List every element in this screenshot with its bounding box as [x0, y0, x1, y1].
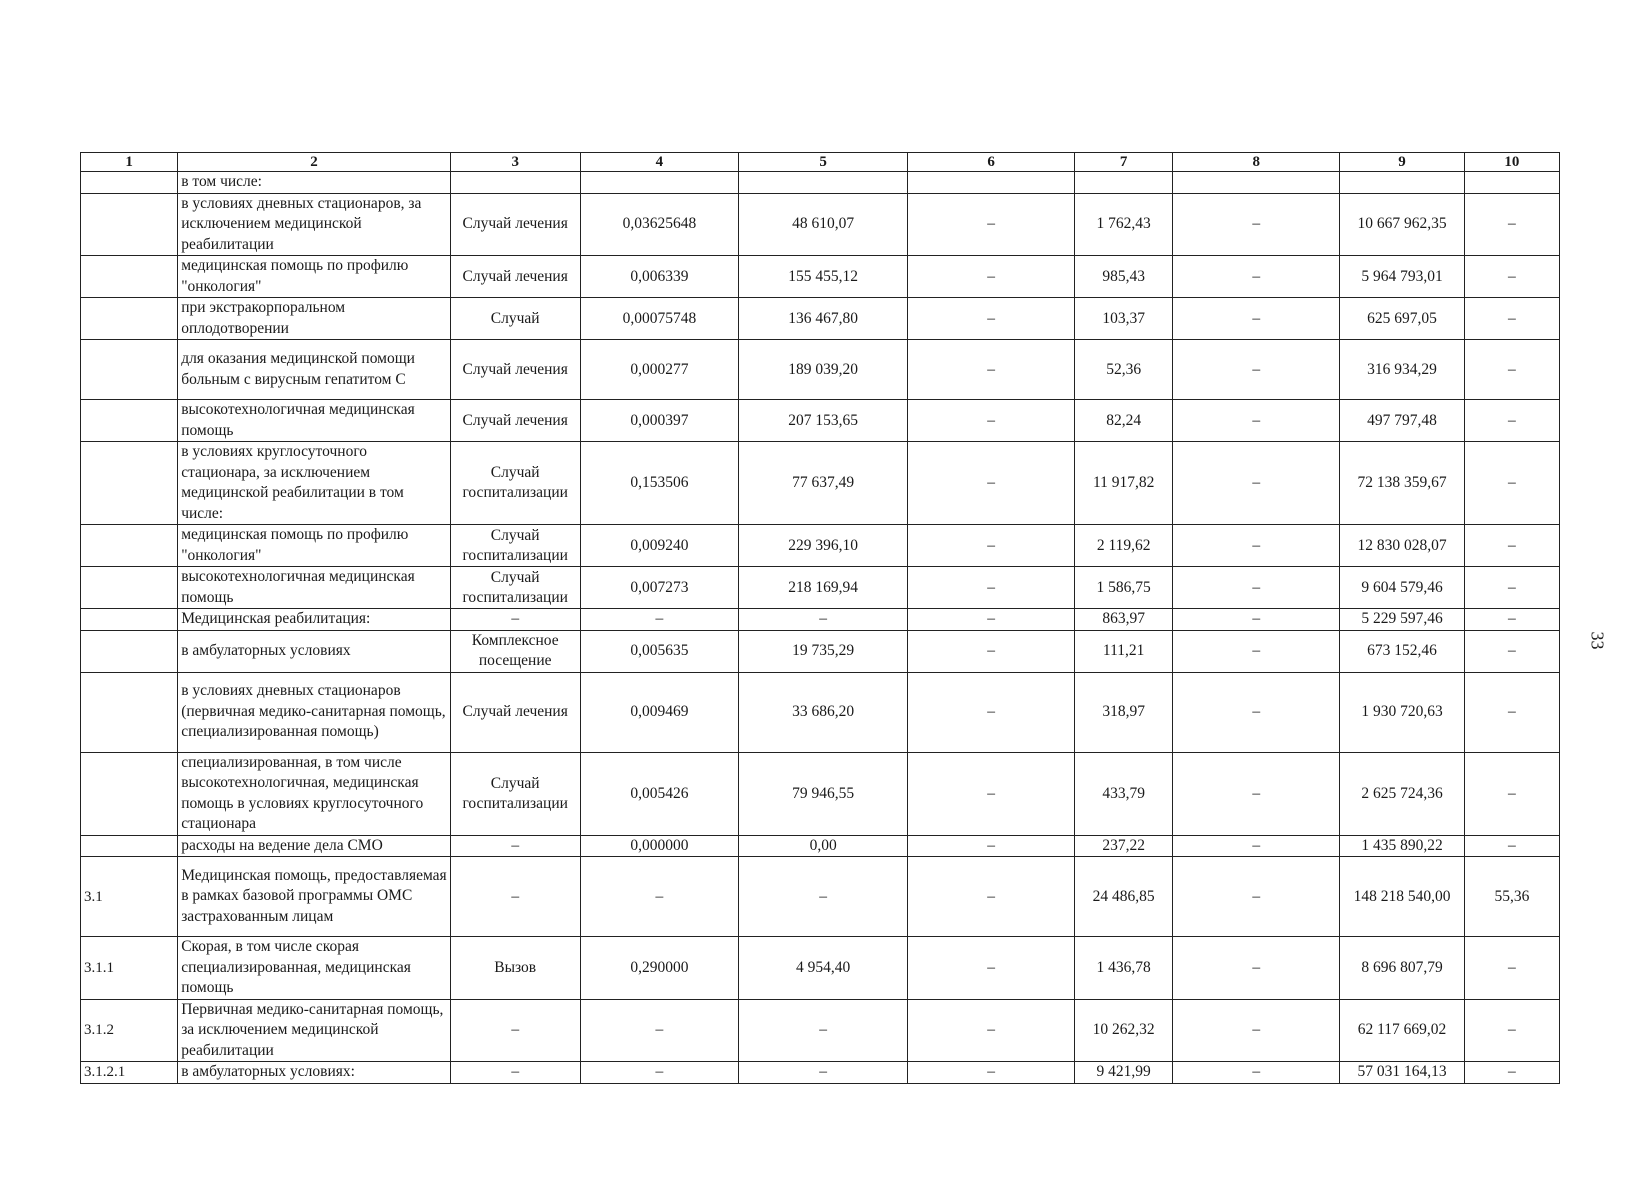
cell-col-4: 0,006339	[580, 256, 738, 298]
cell-col-9: 2 625 724,36	[1340, 752, 1465, 835]
cell-col-5: –	[739, 1062, 908, 1084]
cell-col-6: –	[908, 442, 1075, 525]
unit-cell: Случай	[450, 298, 580, 340]
unit-cell: Случай госпитализации	[450, 567, 580, 609]
cell-col-8: –	[1173, 672, 1340, 752]
cell-col-10: –	[1464, 609, 1559, 631]
cell-col-9: 8 696 807,79	[1340, 937, 1465, 1000]
cell-col-5: –	[739, 609, 908, 631]
column-number: 9	[1340, 153, 1465, 172]
cell-col-5: –	[739, 857, 908, 937]
cell-col-8: –	[1173, 609, 1340, 631]
cell-col-7: 318,97	[1075, 672, 1173, 752]
table-row	[81, 442, 1560, 525]
table-row	[81, 567, 1560, 609]
cell-col-10: –	[1464, 340, 1559, 400]
cell-col-8: –	[1173, 835, 1340, 857]
unit-cell: Случай лечения	[450, 340, 580, 400]
cell-col-10: –	[1464, 400, 1559, 442]
cell-col-10: –	[1464, 298, 1559, 340]
cell-col-6: –	[908, 525, 1075, 567]
table-row	[81, 193, 1560, 256]
cell-col-8: –	[1173, 857, 1340, 937]
row-code: 3.1.1	[81, 937, 178, 1000]
row-code	[81, 567, 178, 609]
table-row	[81, 630, 1560, 672]
cell-col-8: –	[1173, 752, 1340, 835]
cell-col-5: 218 169,94	[739, 567, 908, 609]
cell-col-8: –	[1173, 256, 1340, 298]
cell-col-7: 1 436,78	[1075, 937, 1173, 1000]
cell-col-8: –	[1173, 298, 1340, 340]
unit-cell: Случай госпитализации	[450, 442, 580, 525]
cell-col-10: –	[1464, 1062, 1559, 1084]
cell-col-10: –	[1464, 442, 1559, 525]
cell-col-6: –	[908, 630, 1075, 672]
cell-col-5: 0,00	[739, 835, 908, 857]
cell-col-8: –	[1173, 193, 1340, 256]
cell-col-7: 985,43	[1075, 256, 1173, 298]
table-row	[81, 999, 1560, 1062]
cell-col-7: 111,21	[1075, 630, 1173, 672]
cell-col-4: 0,153506	[580, 442, 738, 525]
cell-col-10: –	[1464, 752, 1559, 835]
cell-col-7: 433,79	[1075, 752, 1173, 835]
cell-col-4: –	[580, 1062, 738, 1084]
cell-col-6: –	[908, 193, 1075, 256]
cell-col-5: 4 954,40	[739, 937, 908, 1000]
cell-col-8: –	[1173, 1062, 1340, 1084]
cell-col-10: –	[1464, 567, 1559, 609]
column-number: 4	[580, 153, 738, 172]
cell-col-5: 155 455,12	[739, 256, 908, 298]
cell-col-6: –	[908, 567, 1075, 609]
financing-table	[80, 152, 1560, 1084]
cell-col-6: –	[908, 752, 1075, 835]
cell-col-8: –	[1173, 340, 1340, 400]
cell-col-9: 625 697,05	[1340, 298, 1465, 340]
row-code	[81, 442, 178, 525]
row-label: Медицинская реабилитация:	[178, 609, 451, 631]
unit-cell: –	[450, 1062, 580, 1084]
cell-col-4: –	[580, 999, 738, 1062]
row-label: при экстракорпоральном оплодотворении	[178, 298, 451, 340]
cell-col-4: 0,000397	[580, 400, 738, 442]
cell-col-5: 189 039,20	[739, 340, 908, 400]
column-number: 7	[1075, 153, 1173, 172]
cell-col-4: 0,000277	[580, 340, 738, 400]
cell-col-9: 10 667 962,35	[1340, 193, 1465, 256]
cell-col-5: 33 686,20	[739, 672, 908, 752]
cell-col-8: –	[1173, 630, 1340, 672]
cell-col-4: 0,00075748	[580, 298, 738, 340]
row-code: 3.1.2	[81, 999, 178, 1062]
column-number: 10	[1464, 153, 1559, 172]
cell-col-4: 0,007273	[580, 567, 738, 609]
row-code	[81, 400, 178, 442]
row-label: специализированная, в том числе высокотехнологичная, медицинская помощь в условиях круглосуточного стационара	[178, 752, 451, 835]
cell-col-4: 0,009469	[580, 672, 738, 752]
cell-col-7: 2 119,62	[1075, 525, 1173, 567]
row-code	[81, 525, 178, 567]
row-label: в условиях дневных стационаров (первичная медико-санитарная помощь, специализированная помощь)	[178, 672, 451, 752]
row-code	[81, 630, 178, 672]
row-code	[81, 609, 178, 631]
cell-col-6: –	[908, 835, 1075, 857]
cell-col-5	[739, 172, 908, 194]
table-row	[81, 937, 1560, 1000]
table-row	[81, 857, 1560, 937]
row-label: в условиях круглосуточного стационара, за исключением медицинской реабилитации в том числе:	[178, 442, 451, 525]
cell-col-5: 207 153,65	[739, 400, 908, 442]
row-code: 3.1.2.1	[81, 1062, 178, 1084]
row-label: в амбулаторных условиях:	[178, 1062, 451, 1084]
cell-col-6: –	[908, 340, 1075, 400]
table-row	[81, 752, 1560, 835]
cell-col-6: –	[908, 672, 1075, 752]
cell-col-9	[1340, 172, 1465, 194]
cell-col-4: –	[580, 609, 738, 631]
cell-col-7: 863,97	[1075, 609, 1173, 631]
cell-col-10	[1464, 172, 1559, 194]
table-row	[81, 400, 1560, 442]
row-code	[81, 256, 178, 298]
unit-cell: Вызов	[450, 937, 580, 1000]
cell-col-9: 5 229 597,46	[1340, 609, 1465, 631]
cell-col-9: 12 830 028,07	[1340, 525, 1465, 567]
table-row	[81, 609, 1560, 631]
row-label: Первичная медико-санитарная помощь, за исключением медицинской реабилитации	[178, 999, 451, 1062]
column-number: 6	[908, 153, 1075, 172]
column-number: 8	[1173, 153, 1340, 172]
cell-col-9: 57 031 164,13	[1340, 1062, 1465, 1084]
table-row	[81, 256, 1560, 298]
unit-cell: Случай госпитализации	[450, 525, 580, 567]
cell-col-6	[908, 172, 1075, 194]
cell-col-7: 237,22	[1075, 835, 1173, 857]
cell-col-7: 52,36	[1075, 340, 1173, 400]
row-label: Медицинская помощь, предоставляемая в рамках базовой программы ОМС застрахованным лицам	[178, 857, 451, 937]
unit-cell: Случай госпитализации	[450, 752, 580, 835]
row-label: медицинская помощь по профилю "онкология"	[178, 525, 451, 567]
cell-col-7: 1 762,43	[1075, 193, 1173, 256]
column-number: 5	[739, 153, 908, 172]
row-label: в том числе:	[178, 172, 451, 194]
cell-col-6: –	[908, 937, 1075, 1000]
table-row	[81, 525, 1560, 567]
cell-col-7	[1075, 172, 1173, 194]
unit-cell: –	[450, 999, 580, 1062]
cell-col-7: 24 486,85	[1075, 857, 1173, 937]
row-code	[81, 835, 178, 857]
unit-cell: –	[450, 609, 580, 631]
unit-cell: Случай лечения	[450, 400, 580, 442]
unit-cell: Комплексное посещение	[450, 630, 580, 672]
row-label: в амбулаторных условиях	[178, 630, 451, 672]
cell-col-10: –	[1464, 256, 1559, 298]
cell-col-4: 0,03625648	[580, 193, 738, 256]
unit-cell: –	[450, 857, 580, 937]
row-label: Скорая, в том числе скорая специализированная, медицинская помощь	[178, 937, 451, 1000]
cell-col-9: 62 117 669,02	[1340, 999, 1465, 1062]
cell-col-9: 9 604 579,46	[1340, 567, 1465, 609]
cell-col-5: –	[739, 999, 908, 1062]
table-row	[81, 672, 1560, 752]
cell-col-8: –	[1173, 567, 1340, 609]
unit-cell: Случай лечения	[450, 672, 580, 752]
cell-col-5: 48 610,07	[739, 193, 908, 256]
cell-col-9: 1 930 720,63	[1340, 672, 1465, 752]
table-row	[81, 1062, 1560, 1084]
column-number-row	[81, 153, 1560, 172]
cell-col-10: –	[1464, 525, 1559, 567]
row-code	[81, 752, 178, 835]
row-code	[81, 340, 178, 400]
cell-col-10: –	[1464, 672, 1559, 752]
cell-col-5: 79 946,55	[739, 752, 908, 835]
cell-col-7: 10 262,32	[1075, 999, 1173, 1062]
row-label: для оказания медицинской помощи больным с вирусным гепатитом С	[178, 340, 451, 400]
cell-col-4: 0,009240	[580, 525, 738, 567]
cell-col-10: –	[1464, 193, 1559, 256]
cell-col-4: 0,005635	[580, 630, 738, 672]
cell-col-5: 77 637,49	[739, 442, 908, 525]
cell-col-9: 316 934,29	[1340, 340, 1465, 400]
cell-col-8: –	[1173, 442, 1340, 525]
cell-col-6: –	[908, 857, 1075, 937]
cell-col-8	[1173, 172, 1340, 194]
cell-col-4: 0,290000	[580, 937, 738, 1000]
cell-col-8: –	[1173, 937, 1340, 1000]
row-label: высокотехнологичная медицинская помощь	[178, 567, 451, 609]
column-number: 2	[178, 153, 451, 172]
cell-col-6: –	[908, 609, 1075, 631]
table-row	[81, 835, 1560, 857]
cell-col-10: –	[1464, 835, 1559, 857]
unit-cell: Случай лечения	[450, 256, 580, 298]
row-label: медицинская помощь по профилю "онкология"	[178, 256, 451, 298]
cell-col-4: –	[580, 857, 738, 937]
cell-col-9: 5 964 793,01	[1340, 256, 1465, 298]
table-row	[81, 298, 1560, 340]
row-code	[81, 298, 178, 340]
cell-col-6: –	[908, 256, 1075, 298]
cell-col-6: –	[908, 999, 1075, 1062]
cell-col-10: 55,36	[1464, 857, 1559, 937]
unit-cell: Случай лечения	[450, 193, 580, 256]
cell-col-5: 229 396,10	[739, 525, 908, 567]
row-label: высокотехнологичная медицинская помощь	[178, 400, 451, 442]
cell-col-10: –	[1464, 937, 1559, 1000]
cell-col-7: 9 421,99	[1075, 1062, 1173, 1084]
row-code	[81, 193, 178, 256]
row-code: 3.1	[81, 857, 178, 937]
cell-col-7: 11 917,82	[1075, 442, 1173, 525]
cell-col-4	[580, 172, 738, 194]
row-label: в условиях дневных стационаров, за исключением медицинской реабилитации	[178, 193, 451, 256]
cell-col-8: –	[1173, 400, 1340, 442]
cell-col-8: –	[1173, 525, 1340, 567]
cell-col-6: –	[908, 298, 1075, 340]
cell-col-6: –	[908, 1062, 1075, 1084]
column-number: 1	[81, 153, 178, 172]
page-number: 33	[1587, 631, 1608, 650]
cell-col-5: 19 735,29	[739, 630, 908, 672]
cell-col-9: 497 797,48	[1340, 400, 1465, 442]
cell-col-9: 148 218 540,00	[1340, 857, 1465, 937]
cell-col-7: 103,37	[1075, 298, 1173, 340]
table-body	[81, 172, 1560, 1084]
cell-col-5: 136 467,80	[739, 298, 908, 340]
cell-col-9: 1 435 890,22	[1340, 835, 1465, 857]
cell-col-6: –	[908, 400, 1075, 442]
row-label: расходы на ведение дела СМО	[178, 835, 451, 857]
unit-cell	[450, 172, 580, 194]
cell-col-4: 0,000000	[580, 835, 738, 857]
table-row	[81, 172, 1560, 194]
cell-col-10: –	[1464, 999, 1559, 1062]
cell-col-7: 82,24	[1075, 400, 1173, 442]
cell-col-8: –	[1173, 999, 1340, 1062]
cell-col-7: 1 586,75	[1075, 567, 1173, 609]
row-code	[81, 672, 178, 752]
column-number: 3	[450, 153, 580, 172]
row-code	[81, 172, 178, 194]
cell-col-10: –	[1464, 630, 1559, 672]
unit-cell: –	[450, 835, 580, 857]
cell-col-9: 72 138 359,67	[1340, 442, 1465, 525]
cell-col-9: 673 152,46	[1340, 630, 1465, 672]
cell-col-4: 0,005426	[580, 752, 738, 835]
table-row	[81, 340, 1560, 400]
